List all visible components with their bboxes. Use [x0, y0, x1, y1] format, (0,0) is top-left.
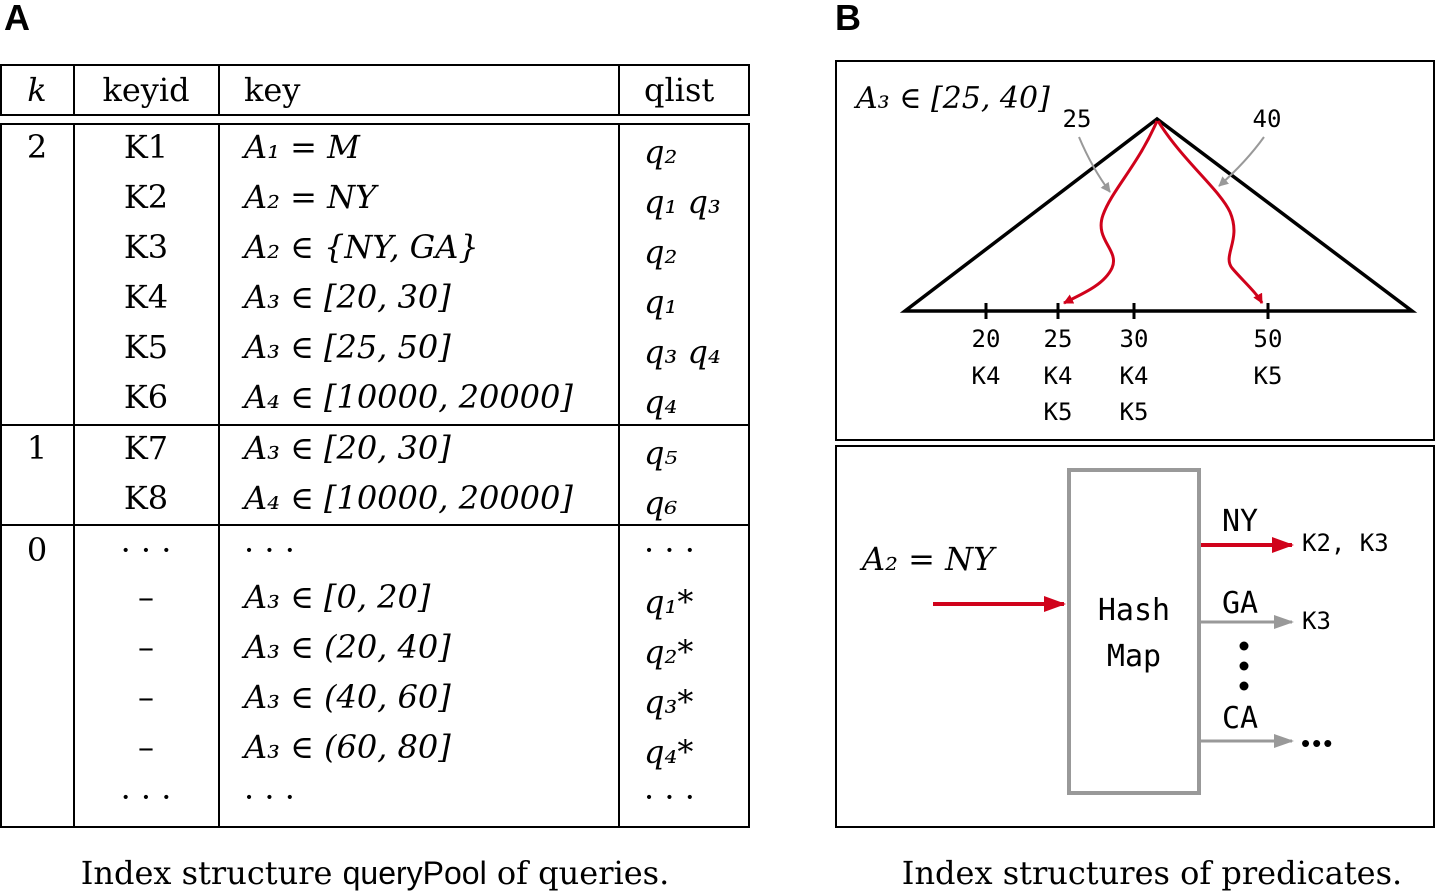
hash-box-line2: Map [1106, 639, 1162, 674]
tree-triangle [905, 119, 1412, 311]
key-cell: A₃ ∈ (40, 60] [244, 678, 451, 716]
search-path-high [1158, 121, 1262, 303]
vertical-ellipsis-icon [1240, 642, 1249, 691]
keyid-cell: K7 [123, 429, 169, 467]
tick-value: 25 [1043, 325, 1073, 353]
qlist-cell: q₄ [644, 383, 678, 421]
key-cell: A₃ ∈ [25, 50] [244, 328, 451, 366]
key-cell: A₃ ∈ (60, 80] [244, 728, 451, 766]
keyid-cell: K2 [123, 178, 169, 216]
tick-key: K5 [1119, 398, 1149, 426]
panel-a-caption [81, 854, 670, 892]
tick-key: K4 [1119, 362, 1149, 390]
keyid-cell: K3 [123, 228, 169, 266]
hash-input-predicate: A₂ = NY [862, 540, 995, 578]
panel-a-letter: A [4, 0, 30, 38]
keyid-cell: – [138, 728, 154, 766]
hash-entry-label: CA [1221, 701, 1259, 736]
keyid-cell: K5 [123, 328, 169, 366]
tick-value: 30 [1119, 325, 1149, 353]
qlist-cell: q₅ [644, 434, 678, 472]
caption-code: queryPool [342, 855, 487, 891]
caption-prefix: Index structure [80, 854, 343, 892]
header-keyid: keyid [102, 71, 190, 109]
key-cell: A₄ ∈ [10000, 20000] [244, 378, 573, 416]
hash-entry-target: K2, K3 [1302, 529, 1389, 557]
qlist-cell: q₂ [644, 233, 678, 271]
keyid-cell: K1 [123, 128, 169, 166]
qlist-cell: q₁ [644, 283, 678, 321]
bound-low-label: 25 [1062, 105, 1092, 133]
qlist-cell: q₂ [644, 133, 678, 171]
group-k-0: 0 [26, 531, 48, 569]
bound-high-label: 40 [1252, 105, 1282, 133]
key-cell: A₂ ∈ {NY, GA} [244, 228, 479, 266]
tick-value: 50 [1253, 325, 1283, 353]
key-cell: A₃ ∈ [20, 30] [244, 278, 451, 316]
tick-value: 20 [971, 325, 1001, 353]
group-k-1: 1 [26, 429, 48, 467]
key-cell: · · · [244, 778, 295, 816]
keyid-cell: · · · [120, 531, 172, 569]
panel-b-caption: Index structures of predicates. [901, 854, 1403, 892]
hash-panel [836, 446, 1434, 827]
key-cell: A₁ = M [244, 128, 360, 166]
key-cell: A₂ = NY [244, 178, 377, 216]
keyid-cell: – [138, 678, 154, 716]
key-cell: · · · [244, 531, 295, 569]
tick-labels [972, 325, 1283, 426]
hash-entry-label: NY [1221, 504, 1259, 539]
hash-map-box [1069, 470, 1199, 793]
qlist-cell: q₁* [644, 583, 694, 621]
panel-b-letter: B [835, 0, 861, 38]
tick-key: K5 [1043, 398, 1073, 426]
header-k: k [27, 71, 47, 109]
hash-entry-target: ••• [1301, 728, 1335, 758]
keyid-cell: K8 [123, 479, 169, 517]
group-2-rows [124, 128, 721, 421]
key-cell: A₄ ∈ [10000, 20000] [244, 479, 573, 517]
hash-entry-target: K3 [1302, 607, 1331, 635]
qlist-cell: q₃ q₄ [644, 333, 721, 371]
keyid-cell: – [138, 578, 154, 616]
tick-key: K4 [971, 362, 1001, 390]
qlist-cell: q₂* [644, 633, 694, 671]
tree-predicate: A₃ ∈ [25, 40] [856, 81, 1050, 116]
qlist-cell: q₃* [644, 683, 694, 721]
group-0-rows [121, 531, 695, 816]
keyid-cell: K6 [123, 378, 169, 416]
header-qlist: qlist [644, 71, 715, 109]
key-cell: A₃ ∈ [0, 20] [244, 578, 431, 616]
hash-box-line1: Hash [1097, 593, 1171, 628]
key-cell: A₃ ∈ [20, 30] [244, 429, 451, 467]
qlist-cell: q₁ q₃ [644, 183, 721, 221]
key-cell: A₃ ∈ (20, 40] [244, 628, 451, 666]
keyid-cell: K4 [123, 278, 169, 316]
keyid-cell: – [138, 628, 154, 666]
qlist-cell: q₄* [644, 733, 694, 771]
qlist-cell: · · · [644, 531, 695, 569]
group-1-rows [124, 429, 678, 522]
header-key: key [244, 71, 301, 109]
high-bound-pointer [1219, 137, 1264, 186]
keyid-cell: · · · [120, 778, 172, 816]
tick-key: K5 [1253, 362, 1283, 390]
search-path-low [1064, 121, 1157, 303]
qlist-cell: q₆ [644, 484, 678, 522]
qlist-cell: · · · [644, 778, 695, 816]
group-k-2: 2 [26, 128, 48, 166]
tick-key: K4 [1043, 362, 1073, 390]
hash-entry-label: GA [1221, 586, 1259, 621]
caption-suffix: of queries. [486, 854, 670, 892]
